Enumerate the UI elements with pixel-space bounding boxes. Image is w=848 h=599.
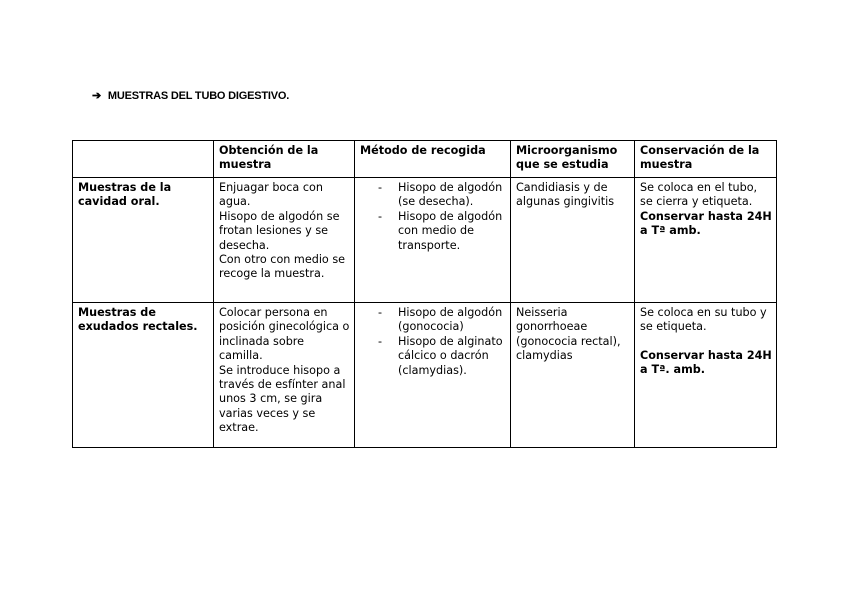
arrow-icon: ➔ [92,90,102,102]
section-heading [92,89,289,102]
microorganismo-cell: Neisseria gonorrhoeae (gonococia rectal), clamydias [511,303,635,448]
row-label: Muestras de la cavidad oral. [73,178,214,303]
row-label: Muestras de exudados rectales. [73,303,214,448]
obtencion-cell: Enjuagar boca con agua. Hisopo de algodón se frotan lesiones y se desecha. Con otro con medio se recoge la muestra. [214,178,355,303]
list-item: - Hisopo de algodón (se desecha). [378,181,507,210]
conservacion-bold-text: Conservar hasta 24H a Tª. amb. [640,348,772,377]
obtencion-cell: Colocar persona en posición ginecológica o inclinada sobre camilla. Se introduce hisopo a través de esfínter anal unos 3 cm, se gira varias veces y se extrae. [214,303,355,448]
table-row [73,303,777,448]
list-item: - Hisopo de alginato cálcico o dacrón (clamydias). [378,335,507,378]
samples-table [72,140,777,448]
header-cell-obtencion: Obtención de la muestra [214,141,355,178]
conservacion-text: Se coloca en el tubo, se cierra y etiqueta. [640,181,758,209]
metodo-list [360,181,507,253]
header-cell-conservacion: Conservación de la muestra [635,141,777,178]
header-cell-microorganismo: Microorganismo que se estudia [511,141,635,178]
table-row [73,178,777,303]
section-heading-text: MUESTRAS DEL TUBO DIGESTIVO. [107,90,290,102]
conservacion-text: Se coloca en su tubo y se etiqueta. [640,306,767,334]
spacer [640,335,773,349]
header-cell-empty [73,141,214,178]
metodo-cell [355,303,511,448]
list-item: - Hisopo de algodón (gonococia) [378,306,507,335]
conservacion-cell [635,303,777,448]
microorganismo-cell: Candidiasis y de algunas gingivitis [511,178,635,303]
conservacion-cell [635,178,777,303]
metodo-list [360,306,507,378]
list-item: - Hisopo de algodón con medio de transporte. [378,210,507,253]
header-cell-metodo: Método de recogida [355,141,511,178]
conservacion-bold-text: Conservar hasta 24H a Tª amb. [640,209,772,238]
metodo-cell [355,178,511,303]
table-header-row [73,141,777,178]
